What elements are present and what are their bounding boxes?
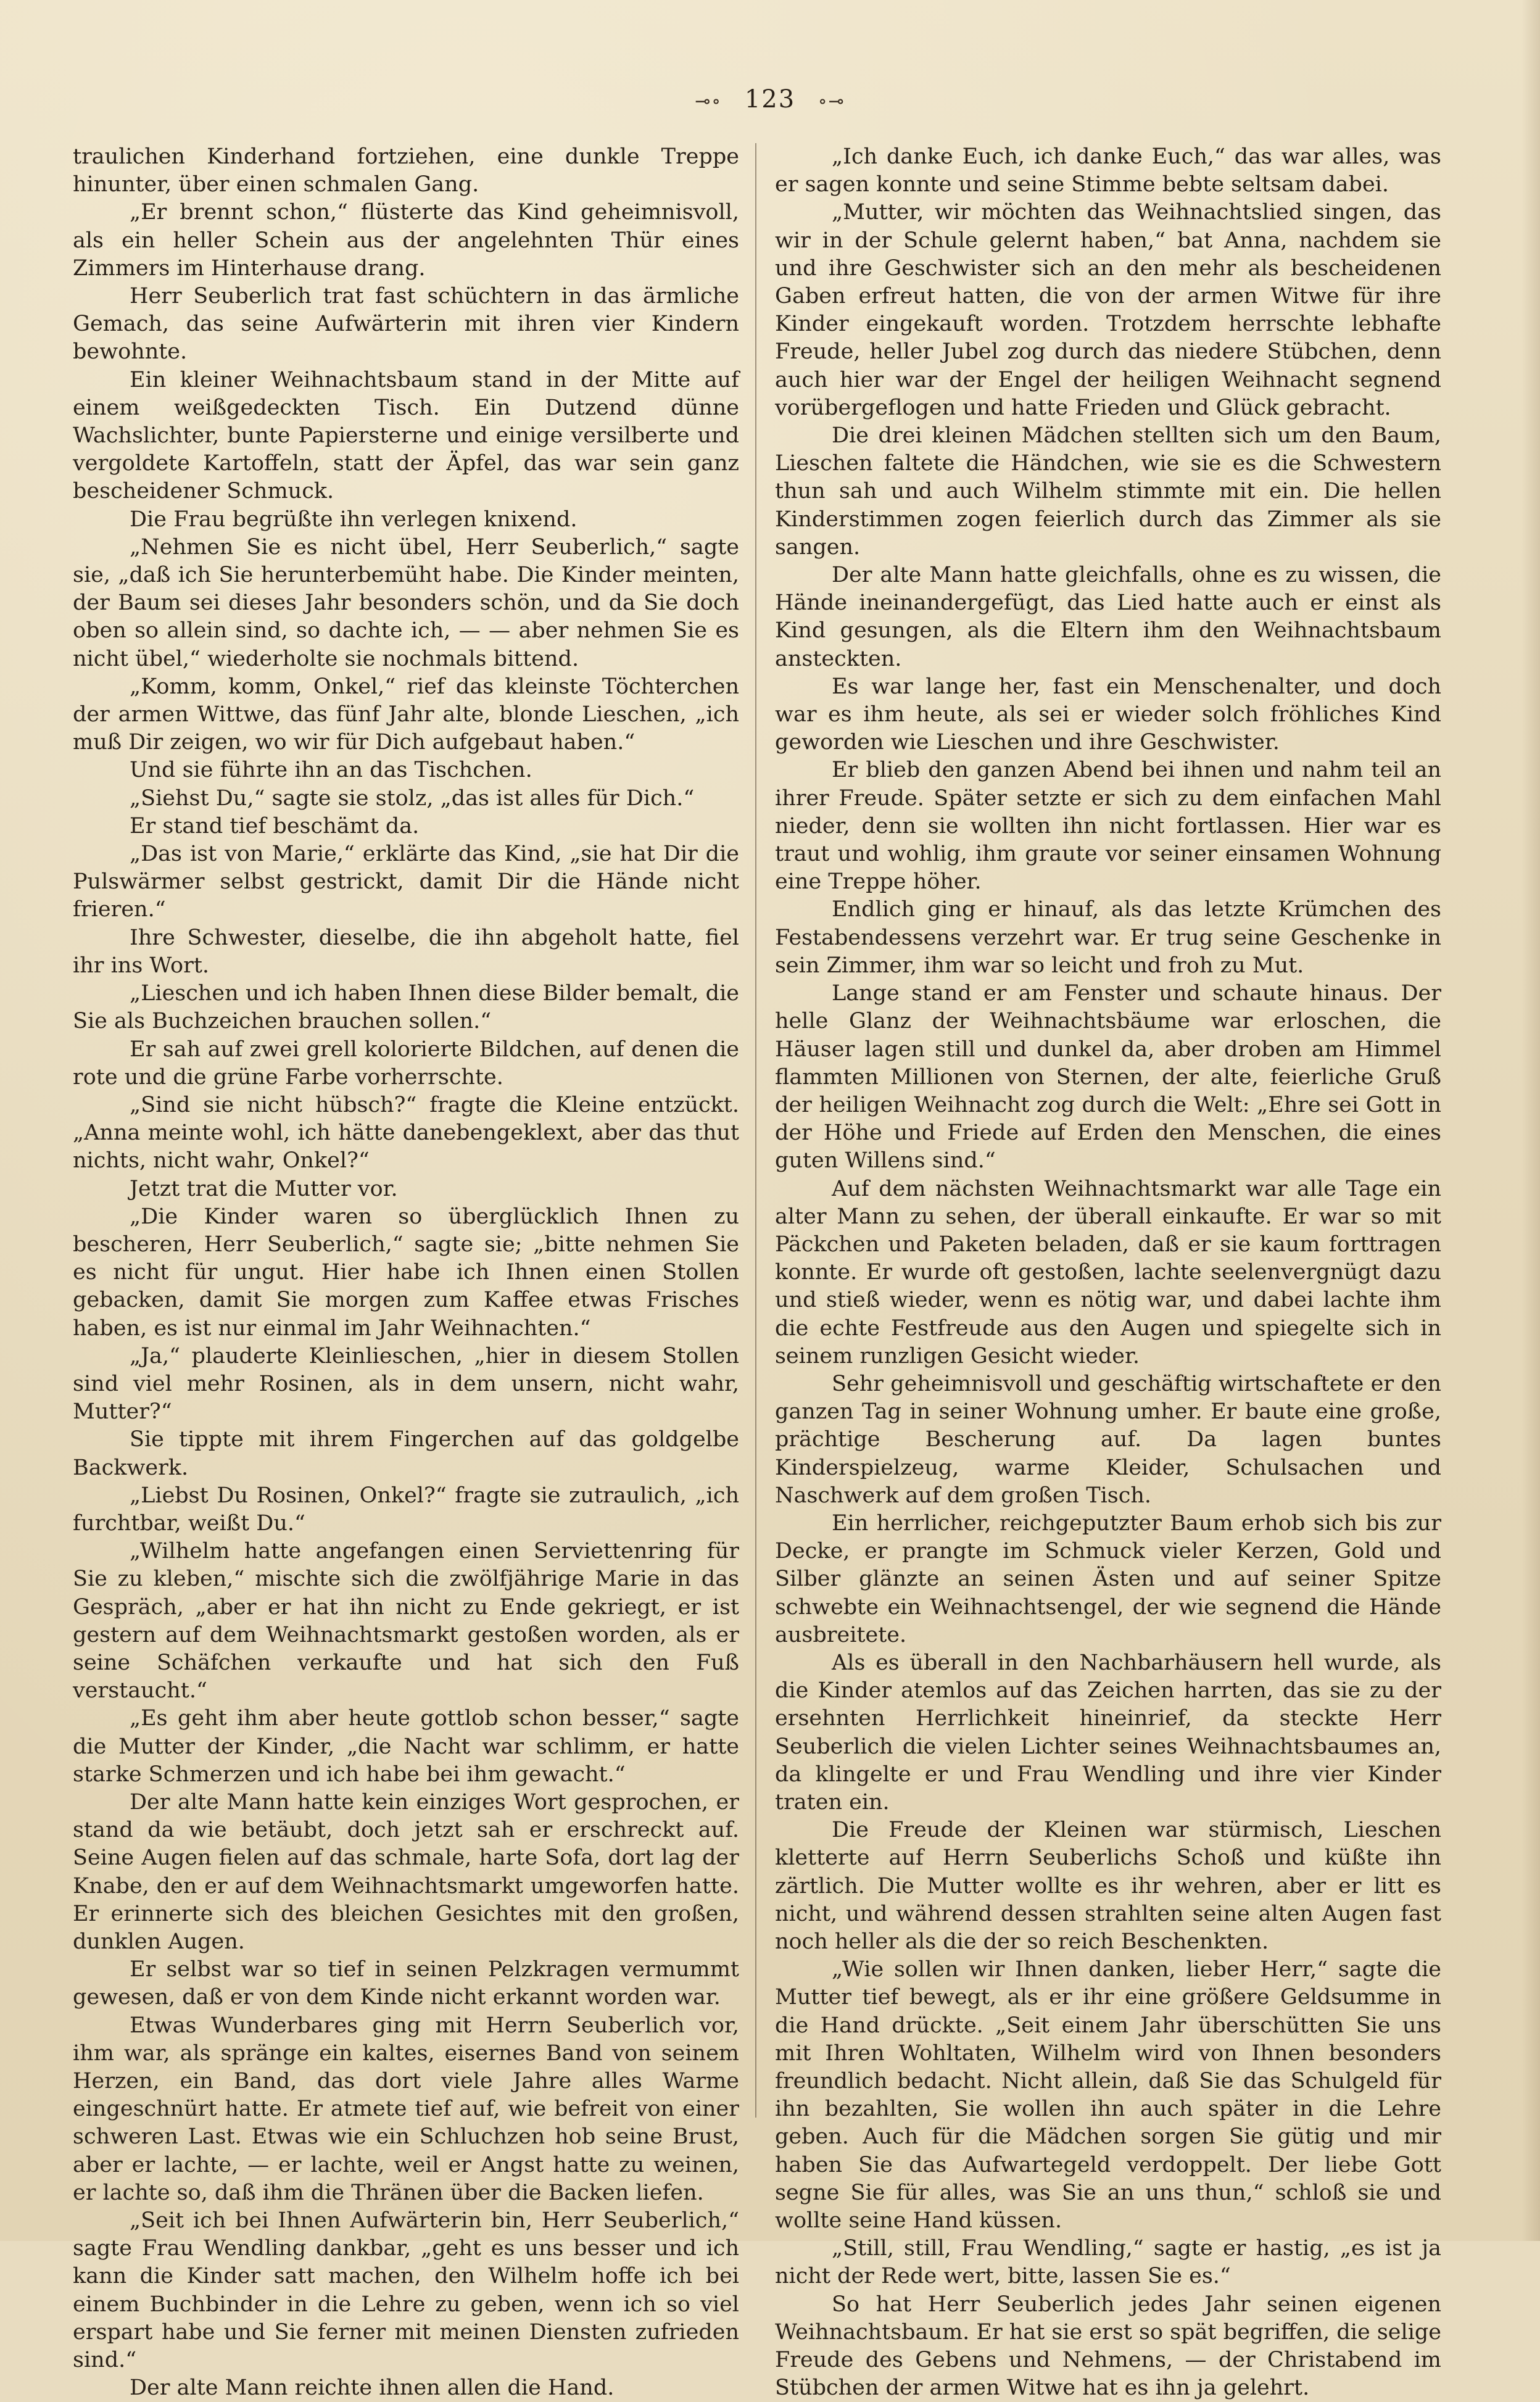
paragraph: Endlich ging er hinauf, als das letzte Krümchen des Festabendessens verzehrt war. Er trug seine Geschenke in sein Zimmer, ihm war so leicht und froh zu Mut. — [775, 897, 1441, 978]
paragraph: „Liebst Du Rosinen, Onkel?“ fragte sie zutraulich, „ich furchtbar, weißt Du.“ — [73, 1483, 739, 1536]
paragraph: Die Frau begrüßte ihn verlegen knixend. — [130, 507, 578, 532]
paragraph: „Komm, komm, Onkel,“ rief das kleinste Töchterchen der armen Wittwe, das fünf Jahr alte, blonde Lieschen, „ich muß Dir zeigen, wo wir für Dich aufgebaut haben.“ — [73, 674, 739, 755]
ornament-right: ∘⊸ — [818, 90, 845, 112]
paragraph: „Nehmen Sie es nicht übel, Herr Seuberlich,“ sagte sie, „daß ich Sie herunterbemüht habe. Die Kinder meinten, der Baum sei dieses Jahr besonders schön, und da Sie doch oben so allein sind, so dachte ich, — — aber nehmen Sie es nicht übel,“ wiederholte sie nochmals bittend. — [73, 534, 739, 671]
paragraph: Der alte Mann hatte kein einziges Wort gesprochen, er stand da wie betäubt, doch jetzt sah er erschreckt auf. Seine Augen fielen auf das schmale, harte Sofa, dort lag der Knabe, den er auf dem Weihnachtsmarkt umgeworfen hatte. Er erinnerte sich des bleichen Gesichtes mit den großen, dunklen Augen. — [73, 1789, 739, 1954]
paragraph: So hat Herr Seuberlich jedes Jahr seinen eigenen Weihnachtsbaum. Er hat sie erst so spät begriffen, die selige Freude des Gebens und Nehmens, — der Christabend im Stübchen der armen Witwe hat es ihn ja gelehrt. — [775, 2292, 1442, 2401]
paragraph: „Es geht ihm aber heute gottlob schon besser,“ sagte die Mutter der Kinder, „die Nacht war schlimm, er hatte starke Schmerzen und ich habe bei ihm gewacht.“ — [73, 1706, 739, 1787]
paragraph: Ein kleiner Weihnachtsbaum stand in der Mitte auf einem weißgedeckten Tisch. Ein Dutzend dünne Wachslichter, bunte Papiersterne und einige versilberte und vergoldete Kartoffeln, statt der Äpfel, das war sein ganz bescheidener Schmuck. — [73, 367, 739, 504]
paragraph: Sehr geheimnisvoll und geschäftig wirtschaftete er den ganzen Tag in seiner Wohnung umher. Er baute eine große, prächtige Bescherung auf. Da lagen buntes Kinderspielzeug, warme Kleider, Schulsachen und Naschwerk auf dem großen Tisch. — [775, 1371, 1441, 1508]
paragraph: Er selbst war so tief in seinen Pelzkragen vermummt gewesen, daß er von dem Kinde nicht erkannt worden war. — [73, 1957, 739, 2010]
paragraph: Er sah auf zwei grell kolorierte Bildchen, auf denen die rote und die grüne Farbe vorherrschte. — [73, 1037, 739, 1090]
page-number: 123 — [744, 85, 796, 114]
paragraph: Die Freude der Kleinen war stürmisch, Lieschen kletterte auf Herrn Seuberlichs Schoß und küßte ihn zärtlich. Die Mutter wollte es ihr wehren, aber er litt es nicht, und während dessen strahlten seine alten Augen fast noch heller als die der so reich Beschenkten. — [775, 1818, 1441, 1954]
paragraph: Ihre Schwester, dieselbe, die ihn abgeholt hatte, fiel ihr ins Wort. — [73, 925, 739, 978]
paragraph: Der alte Mann hatte gleichfalls, ohne es zu wissen, die Hände ineinandergefügt, das Lied hatte auch er einst als Kind gesungen, als die Eltern ihm den Weihnachtsbaum ansteckten. — [775, 563, 1441, 671]
paragraph: „Ja,“ plauderte Kleinlieschen, „hier in diesem Stollen sind viel mehr Rosinen, als in dem unsern, nicht wahr, Mutter?“ — [73, 1343, 739, 1425]
paragraph: Etwas Wunderbares ging mit Herrn Seuberlich vor, ihm war, als spränge ein kaltes, eisernes Band von seinem Herzen, ein Band, das dort viele Jahre alles Warme eingeschnürt hatte. Er atmete tief auf, wie befreit von einer schweren Last. Etwas wie ein Schluchzen hob seine Brust, aber er lachte, — er lachte, weil er Angst hatte zu weinen, er lachte so, daß ihm die Thränen über die Backen liefen. — [73, 2013, 739, 2205]
paragraph: „Siehst Du,“ sagte sie stolz, „das ist alles für Dich.“ — [130, 785, 695, 811]
paragraph: „Mutter, wir möchten das Weihnachtslied singen, das wir in der Schule gelernt haben,“ bat Anna, nachdem sie und ihre Geschwister sich an den mehr als bescheidenen Gaben erfreut hatten, die von der armen Witwe für ihre Kinder eingekauft worden. Trotzdem herrschte lebhafte Freude, heller Jubel zog durch das niedere Stübchen, denn auch hier war der Engel der heiligen Weihnacht segnend vorübergeflogen und hatte Frieden und Glück gebracht. — [775, 200, 1441, 420]
ornament-left: ⊸∘ — [695, 90, 722, 112]
paragraph: „Wilhelm hatte angefangen einen Serviettenring für Sie zu kleben,“ mischte sich die zwölfjährige Marie in das Gespräch, „aber er hat ihn nicht zu Ende gekriegt, er ist gestern auf dem Weihnachtsmarkt gestoßen worden, als er seine Schäfchen verkaufte und hat sich den Fuß verstaucht.“ — [73, 1539, 739, 1704]
paragraph: Und sie führte ihn an das Tischchen. — [130, 758, 532, 783]
paragraph: Ein herrlicher, reichgeputzter Baum erhob sich bis zur Decke, er prangte im Schmuck vieler Kerzen, Gold und Silber glänzte an seinen Ästen und auf seiner Spitze schwebte ein Weihnachtsengel, der wie segnend die Hände ausbreitete. — [775, 1510, 1441, 1647]
paragraph: Jetzt trat die Mutter vor. — [130, 1176, 398, 1201]
paragraph: Herr Seuberlich trat fast schüchtern in das ärmliche Gemach, das seine Aufwärterin mit ihren vier Kindern bewohnte. — [73, 284, 739, 365]
right-column — [775, 143, 1442, 2401]
paragraph: „Lieschen und ich haben Ihnen diese Bilder bemalt, die Sie als Buchzeichen brauchen sollen.“ — [73, 981, 739, 1034]
page-header — [0, 85, 1540, 114]
paragraph: „Still, still, Frau Wendling,“ sagte er hastig, „es ist ja nicht der Rede wert, bitte, lassen Sie es.“ — [775, 2236, 1441, 2289]
paragraph: Als es überall in den Nachbarhäusern hell wurde, als die Kinder atemlos auf das Zeichen harrten, das sie zu der ersehnten Herrlichkeit hineinrief, da steckte Herr Seuberlich die vielen Lichter seines Weihnachtsbaumes an, da klingelte er und Frau Wendling und ihre vier Kinder traten ein. — [775, 1650, 1441, 1815]
paragraph: „Sind sie nicht hübsch?“ fragte die Kleine entzückt. „Anna meinte wohl, ich hätte danebengeklext, aber das thut nichts, nicht wahr, Onkel?“ — [73, 1092, 739, 1174]
paragraph: Die drei kleinen Mädchen stellten sich um den Baum, Lieschen faltete die Händchen, wie sie es die Schwestern thun sah und auch Wilhelm stimmte mit ein. Die hellen Kinderstimmen zogen feierlich durch das Zimmer als sie sangen. — [775, 423, 1441, 560]
paragraph: Er blieb den ganzen Abend bei ihnen und nahm teil an ihrer Freude. Später setzte er sich zu dem einfachen Mahl nieder, denn sie wollten ihn nicht fortlassen. Hier war es traut und wohlig, ihm graute vor seiner einsamen Wohnung eine Treppe höher. — [775, 758, 1441, 895]
paragraph: traulichen Kinderhand fortziehen, eine dunkle Treppe hinunter, über einen schmalen Gang. — [73, 144, 739, 197]
paragraph: „Seit ich bei Ihnen Aufwärterin bin, Herr Seuberlich,“ sagte Frau Wendling dankbar, „geht es uns besser und ich kann die Kinder satt machen, den Wilhelm hoffe ich bei einem Buchbinder in die Lehre zu geben, wenn ich so viel erspart habe und Sie ferner mit meinen Diensten zufrieden sind.“ — [73, 2208, 739, 2373]
paragraph: Lange stand er am Fenster und schaute hinaus. Der helle Glanz der Weihnachtsbäume war erloschen, die Häuser lagen still und dunkel da, aber droben am Himmel flammten Millionen von Sternen, der alte, feierliche Gruß der heiligen Weihnacht zog durch die Welt: „Ehre sei Gott in der Höhe und Friede auf Erden den Menschen, die eines guten Willens sind.“ — [775, 981, 1441, 1174]
paragraph: „Wie sollen wir Ihnen danken, lieber Herr,“ sagte die Mutter tief bewegt, als er ihr eine größere Geldsumme in die Hand drückte. „Seit einem Jahr überschütten Sie uns mit Ihren Wohltaten, Wilhelm wird von Ihnen besonders freundlich bedacht. Nicht allein, daß Sie das Schulgeld für ihn bezahlten, Sie wollen ihn auch später in die Lehre geben. Auch für die Mädchen sorgen Sie gütig und mir haben Sie das Aufwartegeld verdoppelt. Der liebe Gott segne Sie für alles, was Sie an uns thun,“ schloß sie und wollte seine Hand küssen. — [775, 1957, 1441, 2234]
column-divider — [755, 143, 756, 2118]
left-column — [73, 143, 739, 2401]
paragraph: Der alte Mann reichte ihnen allen die Hand. — [130, 2375, 615, 2401]
paragraph: Auf dem nächsten Weihnachtsmarkt war alle Tage ein alter Mann zu sehen, der überall einkaufte. Er war so mit Päckchen und Paketen beladen, daß er sie kaum forttragen konnte. Er wurde oft gestoßen, lachte seelenvergnügt dazu und stieß wieder, wenn es nötig war, und dabei lachte ihm die echte Festfreude aus den Augen und spiegelte sich in seinem runzligen Gesicht wieder. — [775, 1176, 1441, 1369]
paragraph: Es war lange her, fast ein Menschenalter, und doch war es ihm heute, als sei er wieder solch fröhliches Kind geworden wie Lieschen und ihre Geschwister. — [775, 674, 1441, 755]
paragraph: „Das ist von Marie,“ erklärte das Kind, „sie hat Dir die Pulswärmer selbst gestrickt, damit Dir die Hände nicht frieren.“ — [73, 842, 739, 922]
paragraph: Er stand tief beschämt da. — [130, 813, 420, 839]
paragraph: Sie tippte mit ihrem Fingerchen auf das goldgelbe Backwerk. — [73, 1427, 739, 1480]
paragraph: „Er brennt schon,“ flüsterte das Kind geheimnisvoll, als ein heller Schein aus der angelehnten Thür eines Zimmers im Hinterhause drang. — [73, 200, 739, 281]
paragraph: „Die Kinder waren so überglücklich Ihnen zu bescheren, Herr Seuberlich,“ sagte sie; „bitte nehmen Sie es nicht für ungut. Hier habe ich Ihnen einen Stollen gebacken, damit Sie morgen zum Kaffee etwas Frisches haben, es ist nur einmal im Jahr Weihnachten.“ — [73, 1204, 739, 1341]
page-edge-shadow — [1521, 0, 1540, 2241]
paragraph: „Ich danke Euch, ich danke Euch,“ das war alles, was er sagen konnte und seine Stimme bebte seltsam dabei. — [775, 144, 1441, 197]
